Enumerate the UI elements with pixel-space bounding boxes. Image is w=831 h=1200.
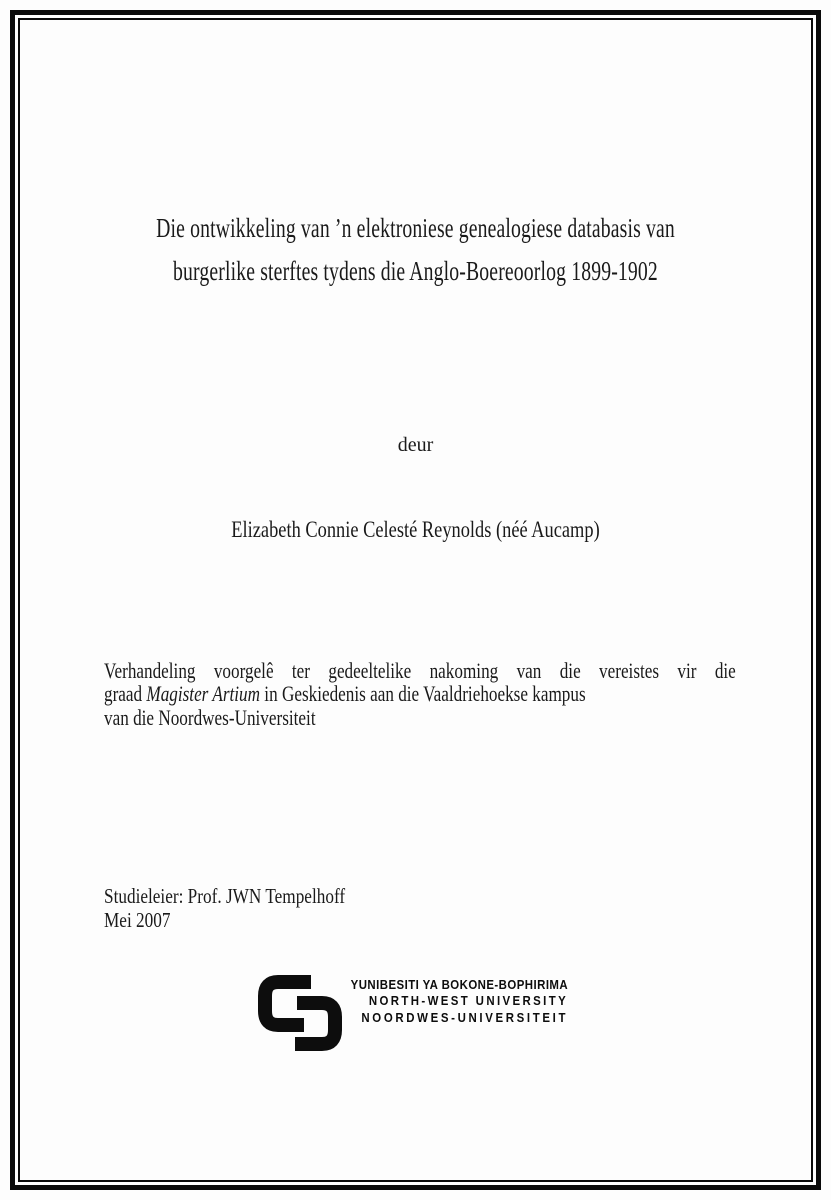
degree-name-italic: Magister Artium bbox=[146, 681, 261, 707]
title-line-1: Die ontwikkeling van ’n elektroniese genealogiese databasis van bbox=[156, 213, 675, 243]
nwu-logo-mark-icon bbox=[256, 969, 344, 1051]
thesis-title bbox=[112, 207, 719, 293]
statement-line-2-prefix: graad bbox=[104, 681, 143, 707]
author-name: Elizabeth Connie Celesté Reynolds (néé Aucamp) bbox=[231, 517, 600, 542]
date-line: Mei 2007 bbox=[104, 908, 171, 932]
statement-line-2-suffix: in Geskiedenis aan die Vaaldriehoekse kampus bbox=[264, 681, 586, 707]
university-logo bbox=[256, 969, 344, 1056]
statement-line-3: van die Noordwes-Universiteit bbox=[104, 704, 316, 730]
title-line-2: burgerlike sterftes tydens die Anglo-Boereoorlog 1899-1902 bbox=[173, 256, 658, 286]
wordmark-line-3: NOORDWES-UNIVERSITEIT bbox=[361, 1009, 568, 1025]
statement-line-1: Verhandeling voorgelê ter gedeeltelike nakoming van die vereistes vir die bbox=[104, 658, 736, 683]
wordmark-line-1: YUNIBESITI YA BOKONE-BOPHIRIMA bbox=[350, 977, 568, 992]
wordmark-line-2: NORTH-WEST UNIVERSITY bbox=[368, 993, 568, 1009]
byline-deur: deur bbox=[397, 434, 434, 456]
supervisor-line: Studieleier: Prof. JWN Tempelhoff bbox=[104, 884, 346, 908]
degree-statement bbox=[104, 659, 736, 729]
statement-line-2 bbox=[104, 682, 736, 705]
logo-wordmark bbox=[351, 977, 568, 1026]
